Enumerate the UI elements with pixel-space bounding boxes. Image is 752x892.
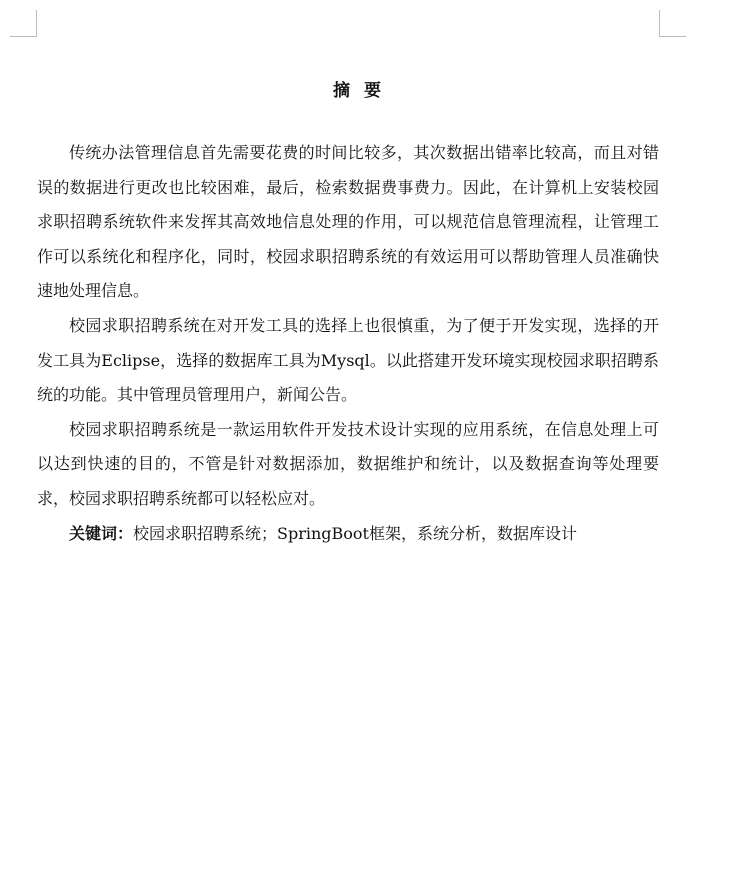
abstract-paragraph-2: 校园求职招聘系统在对开发工具的选择上也很慎重，为了便于开发实现，选择的开发工具为Eclipse，选择的数据库工具为Mysql。以此搭建开发环境实现校园求职招聘系统的功能。其中管理员管理用户，新闻公告。 <box>37 315 659 405</box>
corner-mark-top-right-vertical <box>659 10 660 36</box>
abstract-paragraph-1: 传统办法管理信息首先需要花费的时间比较多，其次数据出错率比较高，而且对错误的数据进行更改也比较困难，最后，检索数据费事费力。因此，在计算机上安装校园求职招聘系统软件来发挥其高效地信息处理的作用，可以规范信息管理流程，让管理工作可以系统化和程序化，同时，校园求职招聘系统的有效运用可以帮助管理人员准确快速地处理信息。 <box>37 143 659 301</box>
abstract-paragraph-3: 校园求职招聘系统是一款运用软件开发技术设计实现的应用系统，在信息处理上可以达到快速的目的，不管是针对数据添加，数据维护和统计，以及数据查询等处理要求，校园求职招聘系统都可以轻松应对。 <box>37 419 659 508</box>
keywords-line <box>37 517 659 552</box>
page-title: 摘要 <box>333 81 395 101</box>
abstract-body <box>37 136 659 551</box>
keywords-text: 校园求职招聘系统；SpringBoot框架，系统分析，数据库设计 <box>133 523 577 543</box>
keywords-label: 关键词： <box>69 523 134 543</box>
corner-mark-top-right-horizontal <box>659 36 686 37</box>
corner-mark-top-left-vertical <box>36 10 37 36</box>
corner-mark-top-left-horizontal <box>10 36 37 37</box>
